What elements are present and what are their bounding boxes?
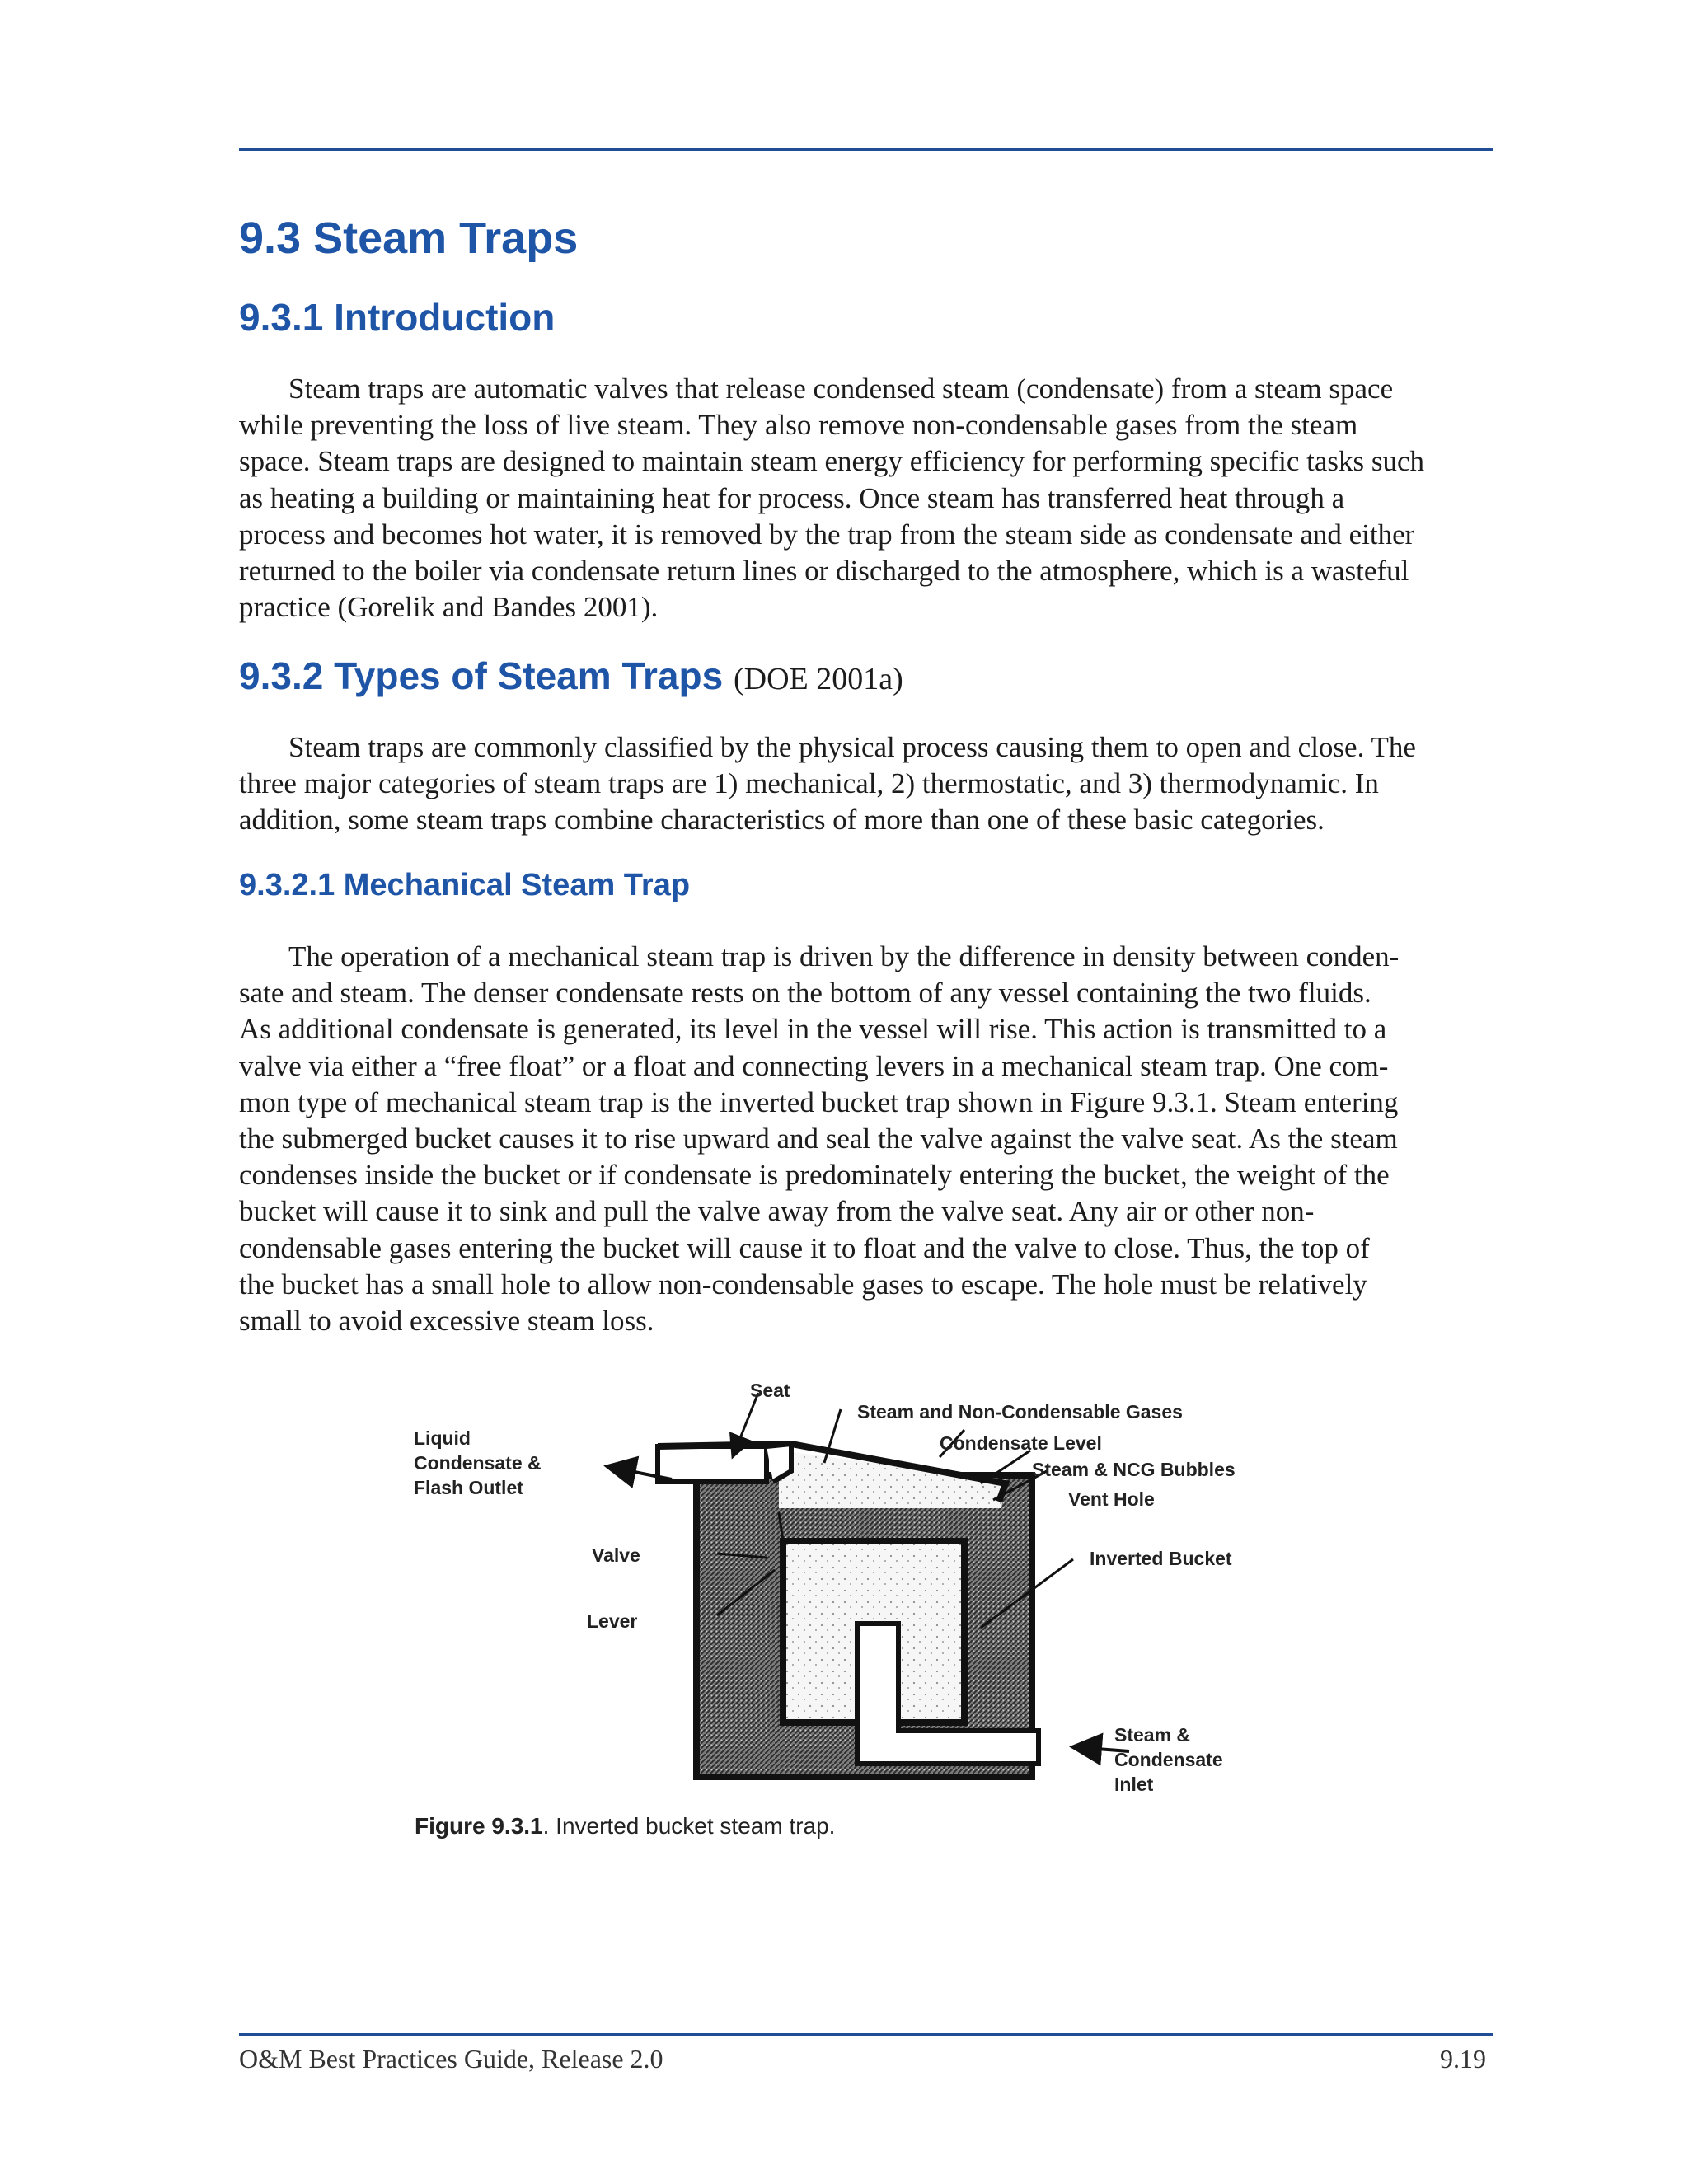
label-seat: Seat (750, 1380, 790, 1401)
text-line: the bucket has a small hole to allow non-condensable gases to escape. The hole must be relatively (239, 1268, 1367, 1301)
figure-caption-text: . Inverted bucket steam trap. (542, 1813, 836, 1839)
label-inlet-line: Inlet (1114, 1774, 1154, 1795)
footer-title: O&M Best Practices Guide, Release 2.0 (239, 2044, 663, 2074)
types-heading-text: 9.3.2 Types of Steam Traps (239, 654, 724, 697)
types-paragraph (239, 729, 1492, 839)
text-line: space. Steam traps are designed to maintain steam energy efficiency for performing specific tasks such (239, 445, 1425, 478)
label-inlet-line: Steam & (1114, 1724, 1191, 1746)
intro-heading: 9.3.1 Introduction (239, 296, 556, 339)
label-lever: Lever (587, 1610, 638, 1632)
figure-number: Figure 9.3.1 (415, 1813, 543, 1839)
text-line: Steam traps are automatic valves that release condensed steam (condensate) from a steam space (288, 373, 1394, 405)
types-heading (239, 654, 903, 698)
mechanical-paragraph (239, 939, 1492, 1339)
text-line: returned to the boiler via condensate return lines or discharged to the atmosphere, which is a wasteful (239, 555, 1409, 588)
types-citation: (DOE 2001a) (733, 662, 903, 696)
figure-caption (415, 1813, 835, 1840)
label-outlet-line: Flash Outlet (414, 1477, 523, 1498)
page-number: 9.19 (1440, 2044, 1486, 2074)
text-line: condenses inside the bucket or if condensate is predominately entering the bucket, the weight of the (239, 1159, 1390, 1192)
label-inlet-line: Condensate (1114, 1749, 1223, 1770)
label-outlet (414, 1426, 542, 1500)
header-rule (239, 148, 1493, 151)
text-line: sate and steam. The denser condensate rests on the bottom of any vessel containing the two fluids. (239, 977, 1372, 1010)
label-outlet-line: Condensate & (414, 1452, 542, 1474)
text-line: while preventing the loss of live steam. They also remove non-condensable gases from the steam (239, 409, 1358, 442)
text-line: three major categories of steam traps are 1) mechanical, 2) thermostatic, and 3) thermodynamic. In (239, 767, 1379, 800)
label-vent-hole: Vent Hole (1068, 1488, 1155, 1510)
text-line: condensable gases entering the bucket will cause it to float and the valve to close. Thus, the top of (239, 1231, 1370, 1264)
section-title: 9.3 Steam Traps (239, 213, 579, 263)
label-outlet-line: Liquid (414, 1427, 471, 1449)
label-inlet (1114, 1722, 1223, 1797)
label-steam-ncg: Steam and Non-Condensable Gases (857, 1401, 1183, 1422)
text-line: bucket will cause it to sink and pull the valve away from the valve seat. Any air or other non- (239, 1195, 1315, 1228)
text-line: valve via either a “free float” or a float and connecting levers in a mechanical steam trap. One com- (239, 1049, 1389, 1082)
text-line: as heating a building or maintaining heat for process. Once steam has transferred heat through a (239, 481, 1345, 514)
label-valve: Valve (592, 1544, 640, 1566)
text-line: process and becomes hot water, it is removed by the trap from the steam side as condensate and either (239, 518, 1415, 551)
text-line: The operation of a mechanical steam trap is driven by the difference in density between conden- (288, 940, 1400, 972)
label-inverted-bucket: Inverted Bucket (1090, 1548, 1232, 1569)
intro-paragraph (239, 371, 1492, 626)
text-line: practice (Gorelik and Bandes 2001). (239, 591, 659, 624)
text-line: mon type of mechanical steam trap is the inverted bucket trap shown in Figure 9.3.1. Steam entering (239, 1085, 1399, 1118)
text-line: Steam traps are commonly classified by the physical process causing them to open and close. The (288, 731, 1416, 763)
text-line: addition, some steam traps combine characteristics of more than one of these basic categories. (239, 804, 1325, 837)
label-bubbles: Steam & NCG Bubbles (1032, 1459, 1236, 1480)
footer-rule (239, 2033, 1493, 2036)
label-condensate-level: Condensate Level (940, 1432, 1102, 1454)
outlet-pipe (658, 1446, 767, 1482)
text-line: small to avoid excessive steam loss. (239, 1305, 654, 1338)
inverted-bucket-diagram (404, 1368, 1294, 1813)
text-line: As additional condensate is generated, its level in the vessel will rise. This action is transmitted to a (239, 1013, 1387, 1046)
mechanical-heading: 9.3.2.1 Mechanical Steam Trap (239, 868, 691, 902)
text-line: the submerged bucket causes it to rise upward and seal the valve against the valve seat. As the steam (239, 1122, 1398, 1155)
